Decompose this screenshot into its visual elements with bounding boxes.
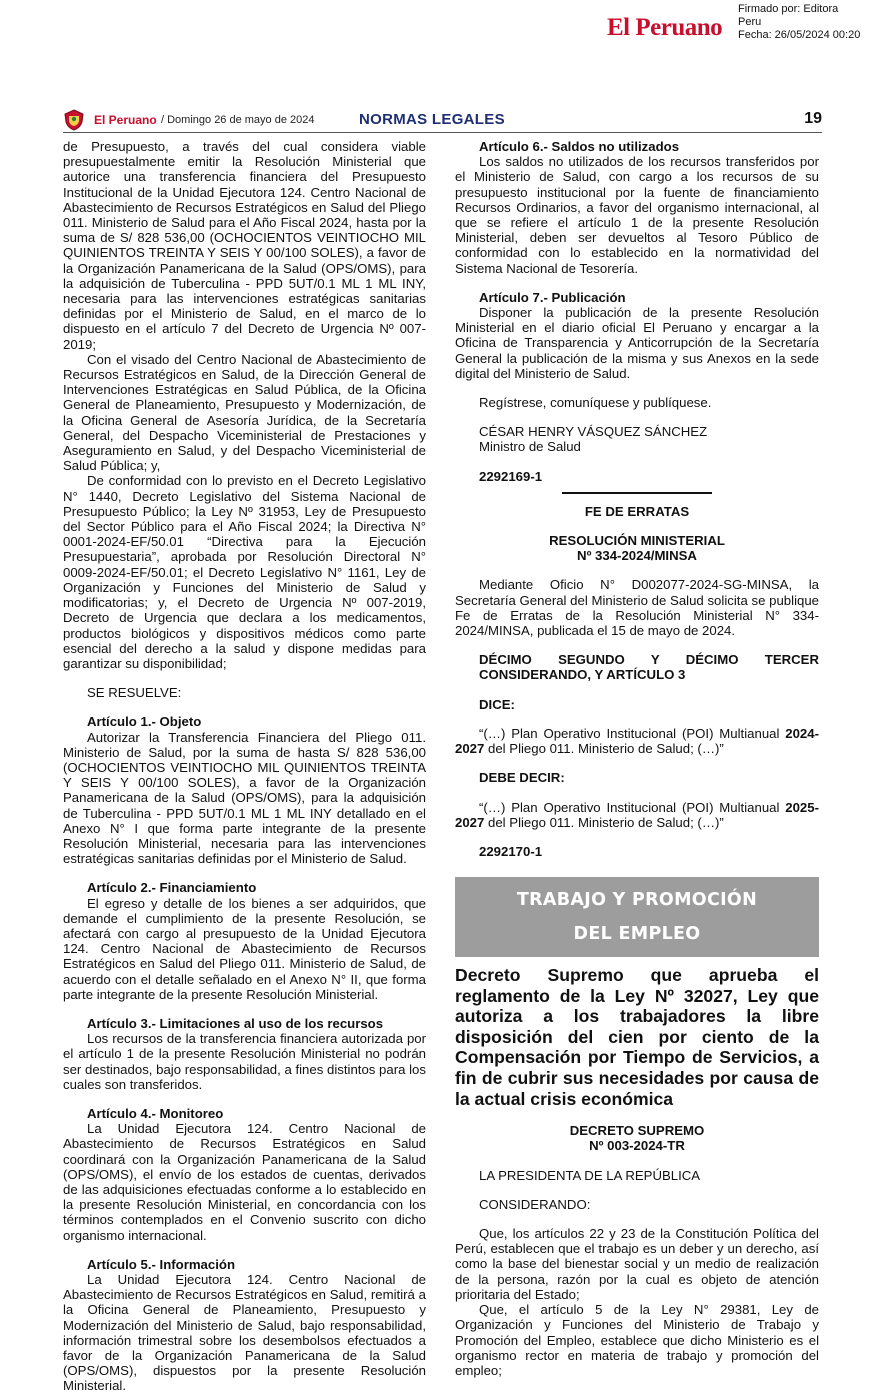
dice-year: 2024-2027 <box>455 725 819 757</box>
article-title: Artículo 7.- Publicación <box>479 289 626 305</box>
dice-text-start: “(…) Plan Operativo Institucional (POI) Multianual <box>479 725 786 741</box>
resolve-heading: SE RESUELVE: <box>87 685 182 701</box>
signer-name: CÉSAR HENRY VÁSQUEZ SÁNCHEZ <box>479 424 708 440</box>
closing-formula: Regístrese, comuníquese y publíquese. <box>479 395 712 411</box>
issue-date: / Domingo 26 de mayo de 2024 <box>161 114 315 126</box>
left-column <box>63 139 426 1394</box>
debe-decir-text <box>455 800 819 830</box>
resolution-title: RESOLUCIÓN MINISTERIAL <box>549 533 725 549</box>
header-divider <box>63 132 822 133</box>
article-title: Artículo 2.- Financiamiento <box>87 880 257 896</box>
right-column <box>455 139 819 1378</box>
paragraph: De conformidad con lo previsto en el Decreto Legislativo N° 1440, Decreto Legislativo del Sistema Nacional de Presupuesto Público; la Ley Nº 31953, Ley de Presupuesto del Sector Público para el Año Fiscal 2024; la Directiva N° 0001-2024-EF/50.01 “Directiva para la Ejecución Presupuestaria”, aprobada por Resolución Directoral N° 0009-2024-EF/50.01; el Decreto Legislativo N° 1161, Ley de Organización y Funciones del Ministerio de Salud y modificatorias; y, el Decreto de Urgencia Nº 007-2019, Decreto de Urgencia que declara a los medicamentos, productos biológicos y dispositivos médicos como parte esencial del derecho a la salud y dispone medidas para garantizar su disponibilidad; <box>63 473 426 671</box>
resolution-number: Nº 334-2024/MINSA <box>577 548 697 564</box>
article-title: Artículo 3.- Limitaciones al uso de los recursos <box>87 1015 384 1031</box>
article-title: Artículo 5.- Información <box>87 1256 236 1272</box>
signer-role: Ministro de Salud <box>479 439 581 455</box>
sector-banner-line: DEL EMPLEO <box>573 924 701 945</box>
article-text: Los saldos no utilizados de los recursos transferidos por el Ministerio de Salud, con cargo a los recursos de su presupuesto institucional por la fuente de financiamiento Recursos Ordinarios, a favor del organismo internacional, al que se refiere el artículo 1 de la presente Resolución Ministerial, deben ser devueltos al Tesoro Público de conformidad con lo establecido en la normatividad del Sistema Nacional de Tesorería. <box>455 154 819 276</box>
signature-logo: El Peruano <box>607 14 723 41</box>
paragraph: Que, los artículos 22 y 23 de la Constitución Política del Perú, establecen que el trabajo es un deber y un derecho, así como la base del bienestar social y un medio de realización de la persona, razón por la cual es objeto de atención prioritaria del Estado; <box>455 1226 819 1302</box>
article-title: Artículo 4.- Monitoreo <box>87 1105 224 1121</box>
digital-signature-block <box>0 0 869 46</box>
signature-line: Fecha: 26/05/2024 00:20 <box>738 29 861 41</box>
sector-banner <box>455 877 819 957</box>
debe-decir-label: DEBE DECIR: <box>479 770 565 786</box>
article-title: Artículo 6.- Saldos no utilizados <box>479 139 680 154</box>
page-header <box>63 105 822 133</box>
article-text: Autorizar la Transferencia Financiera del Pliego 011. Ministerio de Salud, por la suma de hasta S/ 828 536,00 (OCHOCIENTOS VEINTIOCHO MIL QUINIENTOS TREINTA Y SEIS Y 00/100 SOLES), a favor de la Organización Panamericana de la Salud (OPS/OMS), para la adquisición de Tuberculina - PPD 5UT/0.1 ML 1 ML INY detallado en el Anexo N° I que forma parte integrante de la presente Resolución Ministerial, necesaria para las intervenciones estratégicas sanitarias definidas por el Ministerio de Salud. <box>63 729 426 867</box>
newspaper-name: El Peruano <box>94 113 157 127</box>
dice-text-end: del Pliego 011. Ministerio de Salud; (…)” <box>484 741 724 757</box>
article-text: El egreso y detalle de los bienes a ser adquiridos, que demande el cumplimiento de la presente Resolución, se afectará con cargo al presupuesto de la Unidad Ejecutora 124. Centro Nacional de Abastecimiento de Recursos Estratégicos en Salud del Pliego 011. Ministerio de Salud, de acuerdo con el detalle señalado en el Anexo N° II, que forma parte integrante de la presente Resolución Ministerial. <box>63 895 426 1002</box>
section-rule <box>562 492 712 494</box>
article-text: Disponer la publicación de la presente Resolución Ministerial en el diario oficial El Peruano y encargar a la Oficina de Transparencia y Anticorrupción de la Secretaría General la publicación de la misma y sus Anexos en la sede digital del Ministerio de Salud. <box>455 305 819 381</box>
page-number: 19 <box>804 110 822 127</box>
errata-subject: DÉCIMO SEGUNDO Y DÉCIMO TERCER CONSIDERANDO, Y ARTÍCULO 3 <box>479 652 819 683</box>
article-text: La Unidad Ejecutora 124. Centro Nacional de Abastecimiento de Recursos Estratégicos en Salud, remitirá a la Oficina General de Planeamiento, Presupuesto y Modernización del Ministerio de Salud, bajo responsabilidad, información trimestral sobre los desembolsos efectuados a favor de la Organización Panamericana de la Salud (OPS/OMS), dispuestos por la presente Resolución Ministerial. <box>63 1272 426 1394</box>
publication-code: 2292170-1 <box>479 843 543 859</box>
dice-text <box>455 726 819 756</box>
signature-line: Firmado por: Editora <box>738 3 839 15</box>
paragraph: Con el visado del Centro Nacional de Abastecimiento de Recursos Estratégicos en Salud, de la Dirección General de Intervenciones Estratégicas en Salud Pública, de la Oficina General de Planeamiento, Presupuesto y Modernización, de la Oficina General de Asesoría Jurídica, de la Secretaría General, del Despacho Viceministerial de Prestaciones y Aseguramiento en Salud, y del Despacho Viceministerial de Salud Pública; y, <box>63 351 426 474</box>
section-title: NORMAS LEGALES <box>359 111 505 128</box>
errata-text: Mediante Oficio N° D002077-2024-SG-MINSA, la Secretaría General del Ministerio de Salud solicita se publique Fe de Erratas de la Resolución Ministerial N° 334-2024/MINSA, publicada el 15 de mayo de 2024. <box>455 577 819 639</box>
article-text: La Unidad Ejecutora 124. Centro Nacional de Abastecimiento de Recursos Estratégicos en Salud coordinará con la Organización Panamericana de la Salud (OPS/OMS), el envío de los estados de cuentas, derivados de las adquisiciones efectuadas conforme a lo establecido en la presente Resolución Ministerial, en concordancia con los términos contemplados en el Convenio suscrito con dicho organismo internacional. <box>63 1121 426 1243</box>
debe-year: 2025-2027 <box>455 799 819 830</box>
article-title: Artículo 1.- Objeto <box>87 714 202 730</box>
signature-text <box>738 3 860 42</box>
paragraph: de Presupuesto, a través del cual considera viable presupuestalmente emitir la Resolución Ministerial que autorice una transferencia financiera del Presupuesto Institucional de la Unidad Ejecutora 124. Centro Nacional de Abastecimiento de Recursos Estratégicos en Salud del Pliego 011. Ministerio de Salud para el Año Fiscal 2024, hasta por la suma de S/ 828 536,00 (OCHOCIENTOS VEINTIOCHO MIL QUINIENTOS TREINTA Y SEIS Y 00/100 SOLES), a favor de la Organización Panamericana de la Salud (OPS/OMS), para la adquisición de Tuberculina - PPD 5UT/0.1 ML 1 ML INY, necesaria para las intervenciones estratégicas sanitarias definidas por el Ministerio de Salud, en el marco de lo dispuesto en el artículo 7 del Decreto de Urgencia Nº 007-2019; <box>63 139 426 352</box>
publication-code: 2292169-1 <box>479 468 543 484</box>
sector-banner-line: TRABAJO Y PROMOCIÓN <box>516 890 758 911</box>
article-text: Los recursos de la transferencia financiera autorizada por el artículo 1 de la presente Resolución Ministerial no podrán ser destinados, bajo responsabilidad, a fines distintos para los cuales son transferidos. <box>63 1031 426 1092</box>
considering-heading: CONSIDERANDO: <box>479 1196 591 1212</box>
dice-label: DICE: <box>479 696 515 712</box>
coat-of-arms-icon <box>63 109 85 131</box>
paragraph: Que, el artículo 5 de la Ley N° 29381, Ley de Organización y Funciones del Ministerio de Trabajo y Promoción del Empleo, establece que dicho Ministerio es el organismo rector en materia de trabajo y promoción del empleo; <box>455 1302 819 1378</box>
decree-number: Nº 003-2024-TR <box>589 1138 685 1154</box>
debe-text-start: “(…) Plan Operativo Institucional (POI) Multianual <box>479 799 786 815</box>
signature-line: Peru <box>738 16 762 28</box>
decree-title: Decreto Supremo que aprueba el reglamento de la Ley Nº 32027, Ley que autoriza a los trabajadores la libre disposición del cien por ciento de la Compensación por Tiempo de Servicios, a fin de cubrir sus necesidades por causa de la actual crisis económica <box>455 965 819 1109</box>
errata-title: FE DE ERRATAS <box>584 503 690 519</box>
debe-text-end: del Pliego 011. Ministerio de Salud; (…)” <box>484 814 724 830</box>
decree-heading: DECRETO SUPREMO <box>569 1123 705 1139</box>
issuer: LA PRESIDENTA DE LA REPÚBLICA <box>479 1167 701 1183</box>
